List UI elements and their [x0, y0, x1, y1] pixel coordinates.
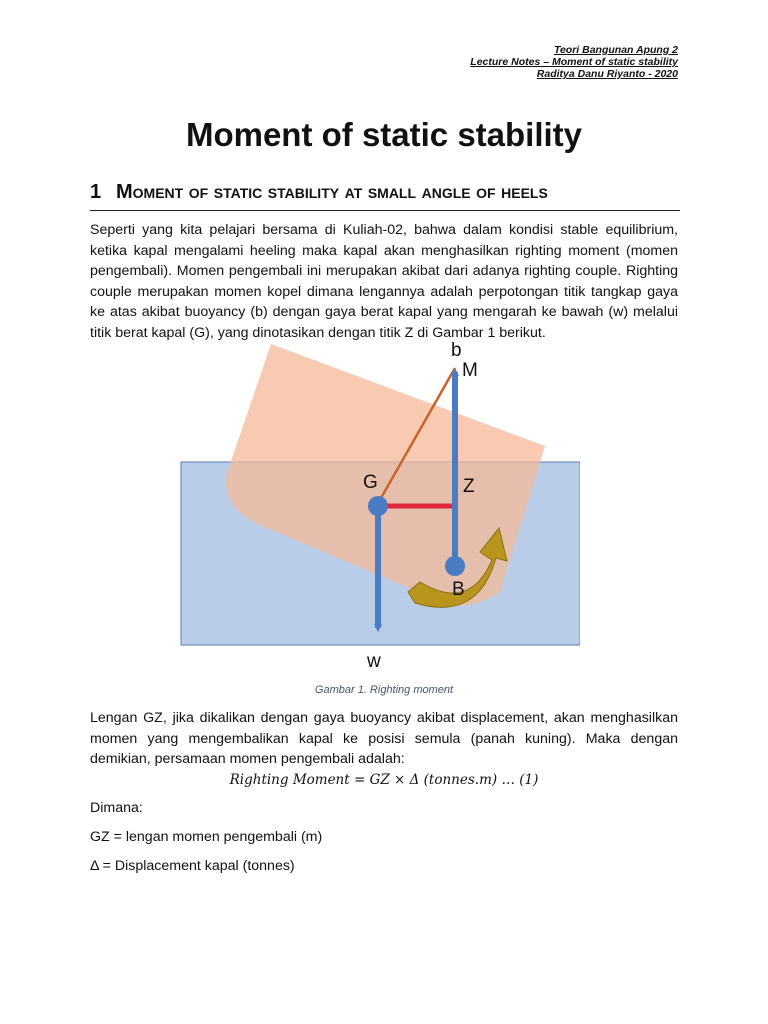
label-b: b [451, 340, 462, 361]
section-heading [90, 181, 680, 211]
righting-moment-figure [160, 330, 580, 675]
label-g: G [363, 472, 378, 493]
explanation-paragraph: Lengan GZ, jika dikalikan dengan gaya buoyancy akibat displacement, akan menghasilkan momen yang mengembalikan kapal ke posisi semula (panah kuning). Maka dengan demikian, persamaan momen pengembali adalah: [90, 710, 678, 767]
intro-paragraph: Seperti yang kita pelajari bersama di Kuliah-02, bahwa dalam kondisi stable equilibrium, ketika kapal mengalami heeling maka kapal akan menghasilkan righting moment (momen pengembali). Momen pengembali ini merupakan akibat dari adanya righting couple. Righting couple merupakan momen kopel dimana lengannya adalah perpotongan titik tangkap gaya ke atas akibat buoyancy (b) dengan gaya berat kapal yang mengarah ke bawah (w) melalui titik berat kapal (G), yang dinotasikan dengan titik Z di Gambar 1 berikut. [90, 222, 678, 341]
label-m: M [462, 360, 478, 381]
point-b [445, 556, 465, 576]
page-title: Moment of static stability [185, 116, 583, 153]
figure-caption: Gambar 1. Righting moment [314, 684, 454, 696]
page-header [470, 44, 678, 80]
section-title: Moment of static stability at small angle of heels [116, 181, 548, 203]
label-b-upper: B [452, 579, 465, 600]
label-z: Z [463, 476, 475, 497]
dimana-label: Dimana: [90, 800, 143, 816]
definition-displacement: Δ = Displacement kapal (tonnes) [90, 858, 295, 874]
point-g [368, 496, 388, 516]
righting-moment-equation: Righting Moment = GZ × Δ (tonnes.m) … (1) [229, 772, 539, 788]
section-number: 1 [90, 181, 102, 203]
label-w: w [367, 651, 381, 672]
header-author: Raditya Danu Riyanto - 2020 [536, 68, 678, 80]
definition-gz: GZ = lengan momen pengembali (m) [90, 829, 323, 845]
header-notes: Lecture Notes – Moment of static stability [470, 56, 678, 68]
header-course: Teori Bangunan Apung 2 [553, 44, 678, 56]
